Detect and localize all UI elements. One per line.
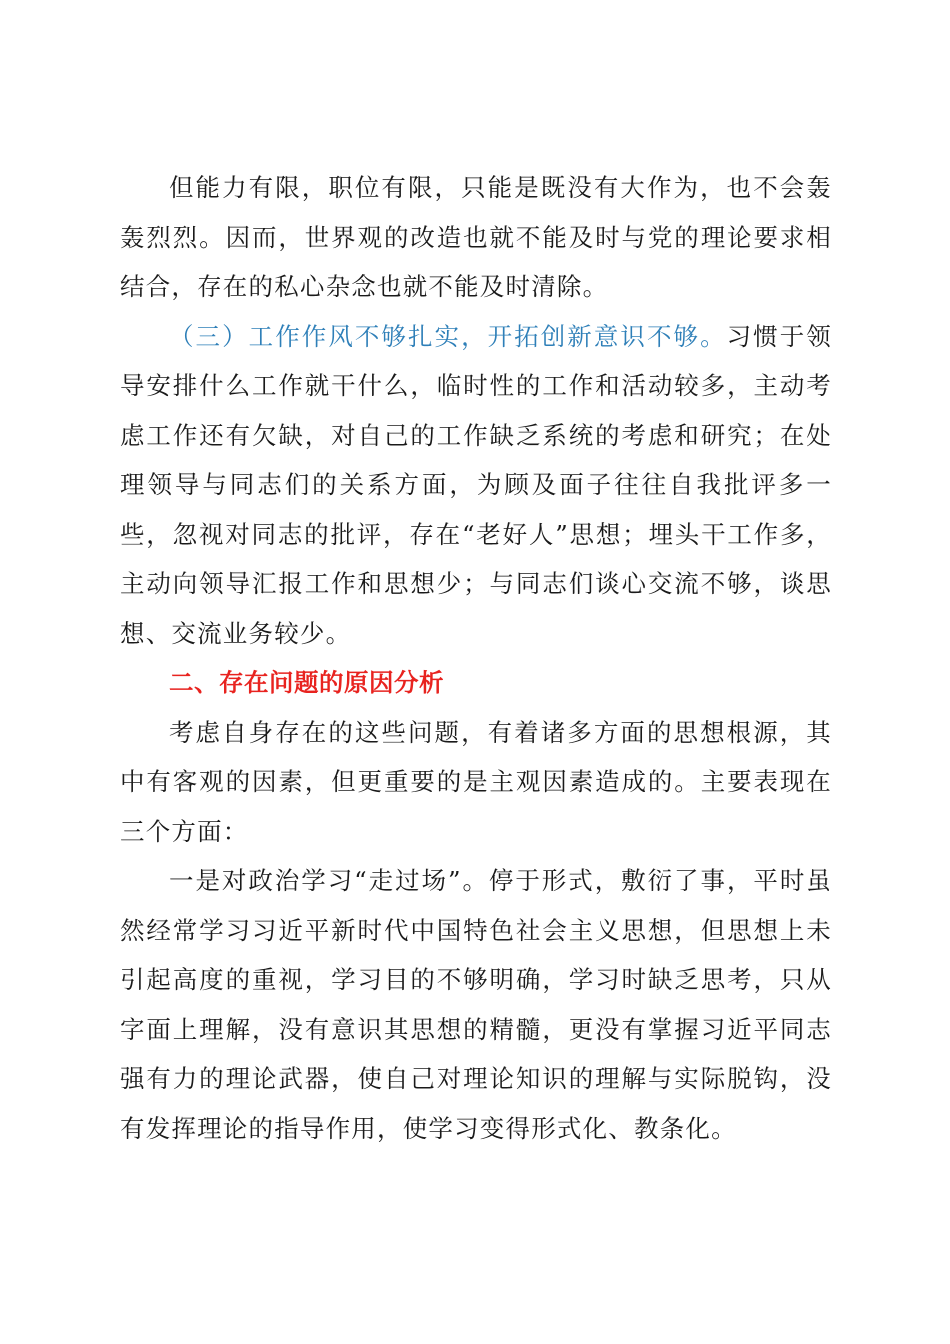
paragraph-2-body: 习惯于领导安排什么工作就干什么，临时性的工作和活动较多，主动考虑工作还有欠缺，对自己的工作缺乏系统的考虑和研究；在处理领导与同志们的关系方面，为顾及面子往往自我批评多一些，忽视对同志的批评，存在“老好人”思想；埋头干工作多，主动向领导汇报工作和思想少；与同志们谈心交流不够，谈思想、交流业务较少。	[120, 321, 832, 648]
section-heading: 二、存在问题的原因分析	[169, 668, 444, 697]
paragraph-4-text: 一是对政治学习“走过场”。停于形式，敷衍了事，平时虽然经常学习习近平新时代中国特色社会主义思想，但思想上未引起高度的重视，学习目的不够明确，学习时缺乏思考，只从字面上理解，没有意识其思想的精髓，更没有掌握习近平同志强有力的理论武器，使自己对理论知识的理解与实际脱钩，没有发挥理论的指导作用，使学习变得形式化、教条化。	[120, 866, 832, 1143]
paragraph-1-text: 但能力有限，职位有限，只能是既没有大作为，也不会轰轰烈烈。因而，世界观的改造也就不能及时与党的理论要求相结合，存在的私心杂念也就不能及时清除。	[120, 173, 832, 301]
paragraph-3-text: 考虑自身存在的这些问题，有着诸多方面的思想根源，其中有客观的因素，但更重要的是主观因素造成的。主要表现在三个方面：	[120, 717, 832, 846]
document-body	[120, 163, 832, 1153]
paragraph-point-one	[120, 856, 832, 1153]
paragraph-continuation	[120, 163, 832, 312]
subheading-three: （三）工作作风不够扎实，开拓创新意识不够。	[169, 321, 727, 351]
paragraph-subsection-three	[120, 312, 832, 659]
paragraph-analysis-intro	[120, 708, 832, 857]
